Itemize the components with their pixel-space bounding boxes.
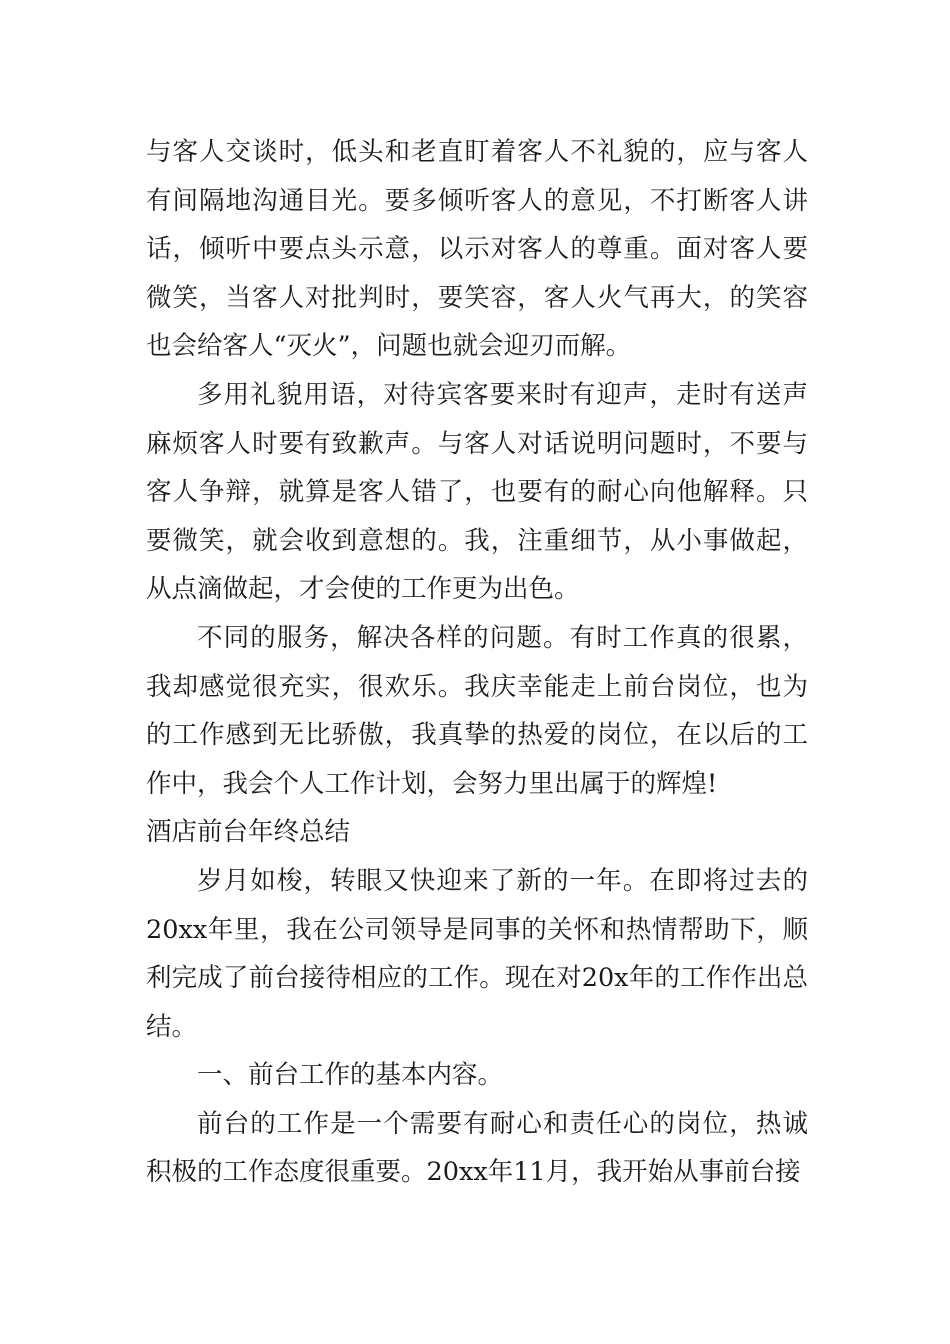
section-title: 酒店前台年终总结: [146, 817, 351, 848]
paragraph-polite-language: 多用礼貌用语，对待宾客要来时有迎声，走时有送声麻烦客人时要有致歉声。与客人对话说明问题时，不要与客人争辩，就算是客人错了，也要有的耐心向他解释。只要微笑，就会收到意想的。我，注重细节，从小事做起，从点滴做起，才会使的工作更为出色。: [146, 379, 808, 605]
subheading-basic-content: 一、前台工作的基本内容。: [197, 1060, 504, 1091]
paragraph-continued: 与客人交谈时，低头和老直盯着客人不礼貌的，应与客人有间隔地沟通目光。要多倾听客人的意见，不打断客人讲话，倾听中要点头示意，以示对客人的尊重。面对客人要微笑，当客人对批判时，要笑容，客人火气再大，的笑容也会给客人“灭火”，问题也就会迎刃而解。: [146, 137, 808, 362]
paragraph-front-desk-work: 前台的工作是一个需要有耐心和责任心的岗位，热诚积极的工作态度很重要。20xx年11月，我开始从事前台接: [146, 1108, 808, 1188]
document-body: [146, 128, 808, 1197]
paragraph-work-reflection: 不同的服务，解决各样的问题。有时工作真的很累，我却感觉很充实，很欢乐。我庆幸能走上前台岗位，也为的工作感到无比骄傲，我真挚的热爱的岗位，在以后的工作中，我会个人工作计划，会努力里出属于的辉煌!: [146, 622, 808, 799]
paragraph-year-intro: 岁月如梭，转眼又快迎来了新的一年。在即将过去的20xx年里，我在公司领导是同事的关怀和热情帮助下，顺利完成了前台接待相应的工作。现在对20x年的工作作出总结。: [146, 865, 808, 1042]
